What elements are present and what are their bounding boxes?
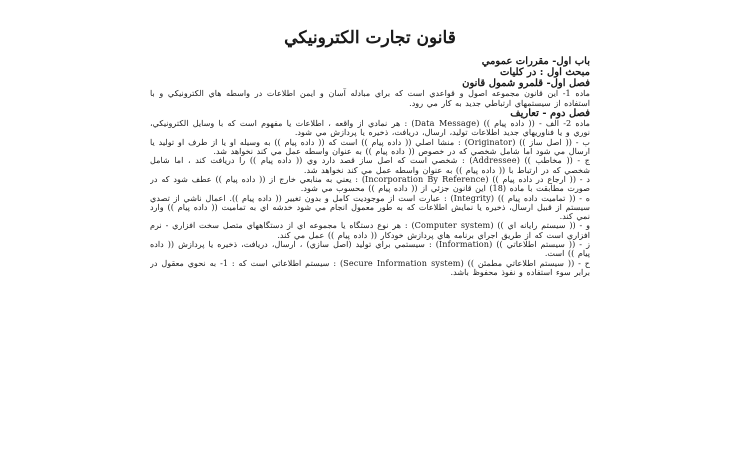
definition-addressee: ج - (( مخاطب )) (Addressee) : شخصي است كه اصل ساز قصد دارد وي (( داده پيام )) را دريافت كند ، اما شامل شخصي كه در ارتباط با (( داده پيام )) به عنوان واسطه عمل مي كند نخواهد شد.	[150, 155, 590, 175]
document-page	[150, 28, 590, 440]
definition-originator: ب - (( اصل ساز )) (Originator) : منشا اصلي (( داده پيام )) است كه (( داده پيام )) به وسيله او يا از طرف او توليد يا ارسال مي شود اما شامل شخصي كه در خصوص (( داده پيام )) به عنوان واسطه عمل مي كند نخواهد شد.	[150, 136, 590, 157]
definition-computer-system: و - (( سيستم رايانه اي )) (Computer system) : هر نوع دستگاه يا مجموعه اي از دستگاههاي متصل سخت افزاري - نرم افزاري است كه از طريق اجراي برنامه هاي پردازش خودكار (( داده پيام )) عمل مي كند.	[150, 220, 590, 240]
section-heading-topic: مبحث اول : در كليات	[500, 67, 590, 78]
section-heading-chapter: فصل اول- قلمرو شمول قانون	[462, 78, 590, 89]
definition-information-system: ز - (( سيستم اطلاعاتي )) (Information) : سيستمي براي توليد (اصل سازي) ، ارسال، دريافت، ذخيره يا پردازش (( داده پيام )) است.	[150, 239, 590, 259]
definition-data-message: ماده 2- الف - (( داده پيام )) (Data Message) : هر نمادي از واقعه ، اطلاعات يا مفهوم است كه با وسايل الكترونيكي، نوري و يا فناوريهاي جديد اطلاعات توليد، ارسال، دريافت، ذخيره يا پردازش مي شود.	[150, 118, 590, 138]
definition-integrity: ه - (( تماميت داده پيام )) (Integrity) : عبارت است از موجوديت كامل و بدون تغيير (( داده پيام )). اعمال ناشي از تصدي سيستم از قبيل ارسال، ذخيره يا نمايش اطلاعات كه به طور معمول انجام مي شود خدشه اي به تماميت (( داده پيام )) وارد نمي كند.	[150, 192, 590, 222]
definition-incorporation-by-reference: د - (( ارجاع در داده پيام )) (Incorporation By Reference) : يعني به منابعي خارج از (( داده پيام )) عطف شود كه در صورت مطابقت با ماده (18) اين قانون جزئي از (( داده پيام )) محسوب مي شود.	[150, 173, 590, 194]
section-heading-part: باب اول- مقررات عمومي	[481, 56, 590, 67]
chapter-2-heading: فصل دوم - تعاريف	[510, 108, 590, 120]
article-1-paragraph: ماده 1- اين قانون مجموعه اصول و قواعدي است كه براي مبادله آسان و ايمن اطلاعات در واسطه هاي الكترونيكي و با استفاده از سيستمهاي ارتباطي جديد به كار مي رود.	[150, 88, 590, 108]
document-title: قانون تجارت الكترونيكي	[284, 28, 456, 48]
definition-secure-information-system: ح - (( سيستم اطلاعاتي مطمئن )) (Secure Information system) : سيستم اطلاعاتي است كه : 1- به نحوي معقول در برابر سوء استفاده و نفوذ محفوظ باشد.	[150, 257, 590, 277]
